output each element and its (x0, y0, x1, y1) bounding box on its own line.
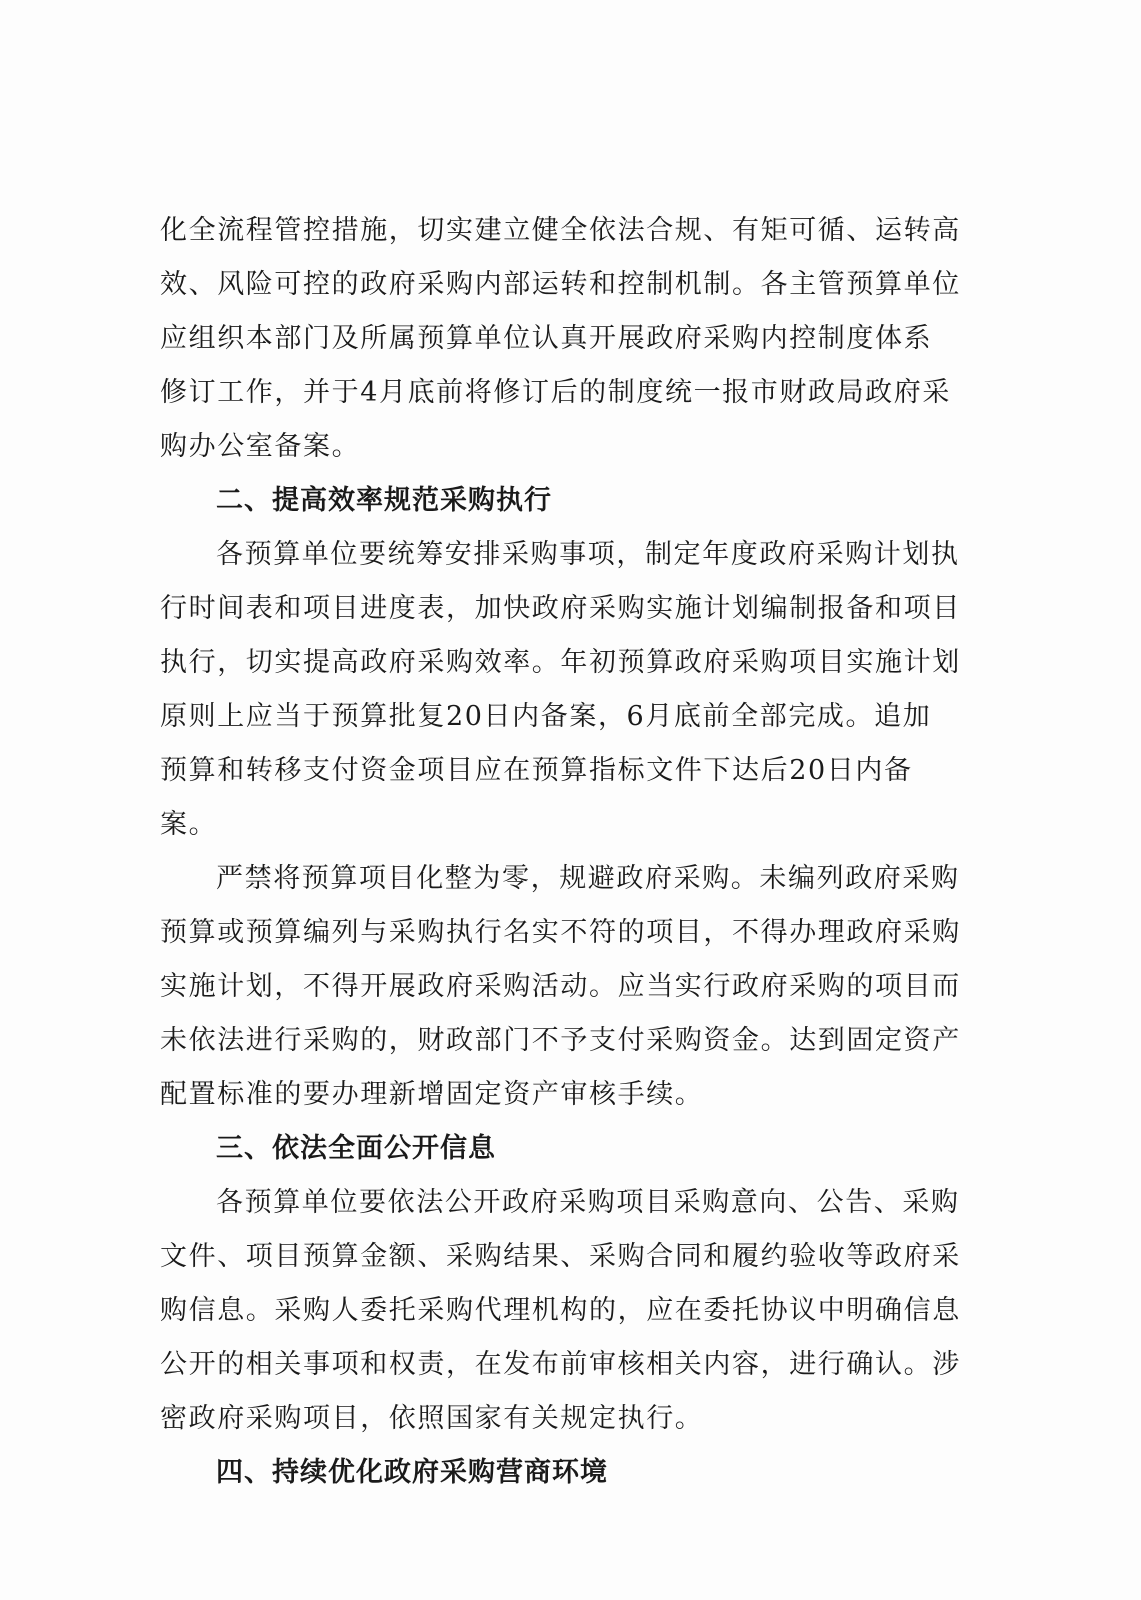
text-line: 化全流程管控措施，切实建立健全依法合规、有矩可循、运转高 (160, 215, 961, 246)
section-heading-4: 四、持续优化政府采购营商环境 (216, 1457, 608, 1488)
paragraph-internal-control (160, 204, 990, 474)
text-line: 公开的相关事项和权责，在发布前审核相关内容，进行确认。涉 (160, 1349, 961, 1380)
text-line: 预算或预算编列与采购执行名实不符的项目，不得办理政府采购 (160, 917, 961, 948)
text-line: 购办公室备案。 (160, 431, 361, 462)
text-line: 实施计划，不得开展政府采购活动。应当实行政府采购的项目而 (160, 971, 961, 1002)
text-line: 购信息。采购人委托采购代理机构的，应在委托协议中明确信息 (160, 1295, 961, 1326)
text-line: 文件、项目预算金额、采购结果、采购合同和履约验收等政府采 (160, 1241, 961, 1272)
text-line: 配置标准的要办理新增固定资产审核手续。 (160, 1079, 704, 1110)
document-body (160, 204, 990, 1500)
text-line: 效、风险可控的政府采购内部运转和控制机制。各主管预算单位 (160, 269, 961, 300)
text-line: 执行，切实提高政府采购效率。年初预算政府采购项目实施计划 (160, 647, 961, 678)
text-line: 原则上应当于预算批复20日内备案，6月底前全部完成。追加 (160, 701, 932, 732)
text-line: 未依法进行采购的，财政部门不予支付采购资金。达到固定资产 (160, 1025, 961, 1056)
section-heading-3: 三、依法全面公开信息 (216, 1133, 496, 1164)
paragraph-efficiency (160, 528, 990, 852)
text-line: 密政府采购项目，依照国家有关规定执行。 (160, 1403, 704, 1434)
text-line: 修订工作，并于4月底前将修订后的制度统一报市财政局政府采 (160, 377, 951, 408)
section-heading-2: 二、提高效率规范采购执行 (216, 485, 552, 516)
paragraph-disclosure (160, 1176, 990, 1446)
text-line: 行时间表和项目进度表，加快政府采购实施计划编制报备和项目 (160, 593, 961, 624)
text-line: 应组织本部门及所属预算单位认真开展政府采购内控制度体系 (160, 323, 933, 354)
text-line: 各预算单位要统筹安排采购事项，制定年度政府采购计划执 (216, 539, 960, 570)
text-line: 各预算单位要依法公开政府采购项目采购意向、公告、采购 (216, 1187, 960, 1218)
text-line: 预算和转移支付资金项目应在预算指标文件下达后20日内备 (160, 755, 913, 786)
text-line: 严禁将预算项目化整为零，规避政府采购。未编列政府采购 (216, 863, 960, 894)
paragraph-prohibition (160, 852, 990, 1122)
text-line: 案。 (160, 809, 218, 840)
